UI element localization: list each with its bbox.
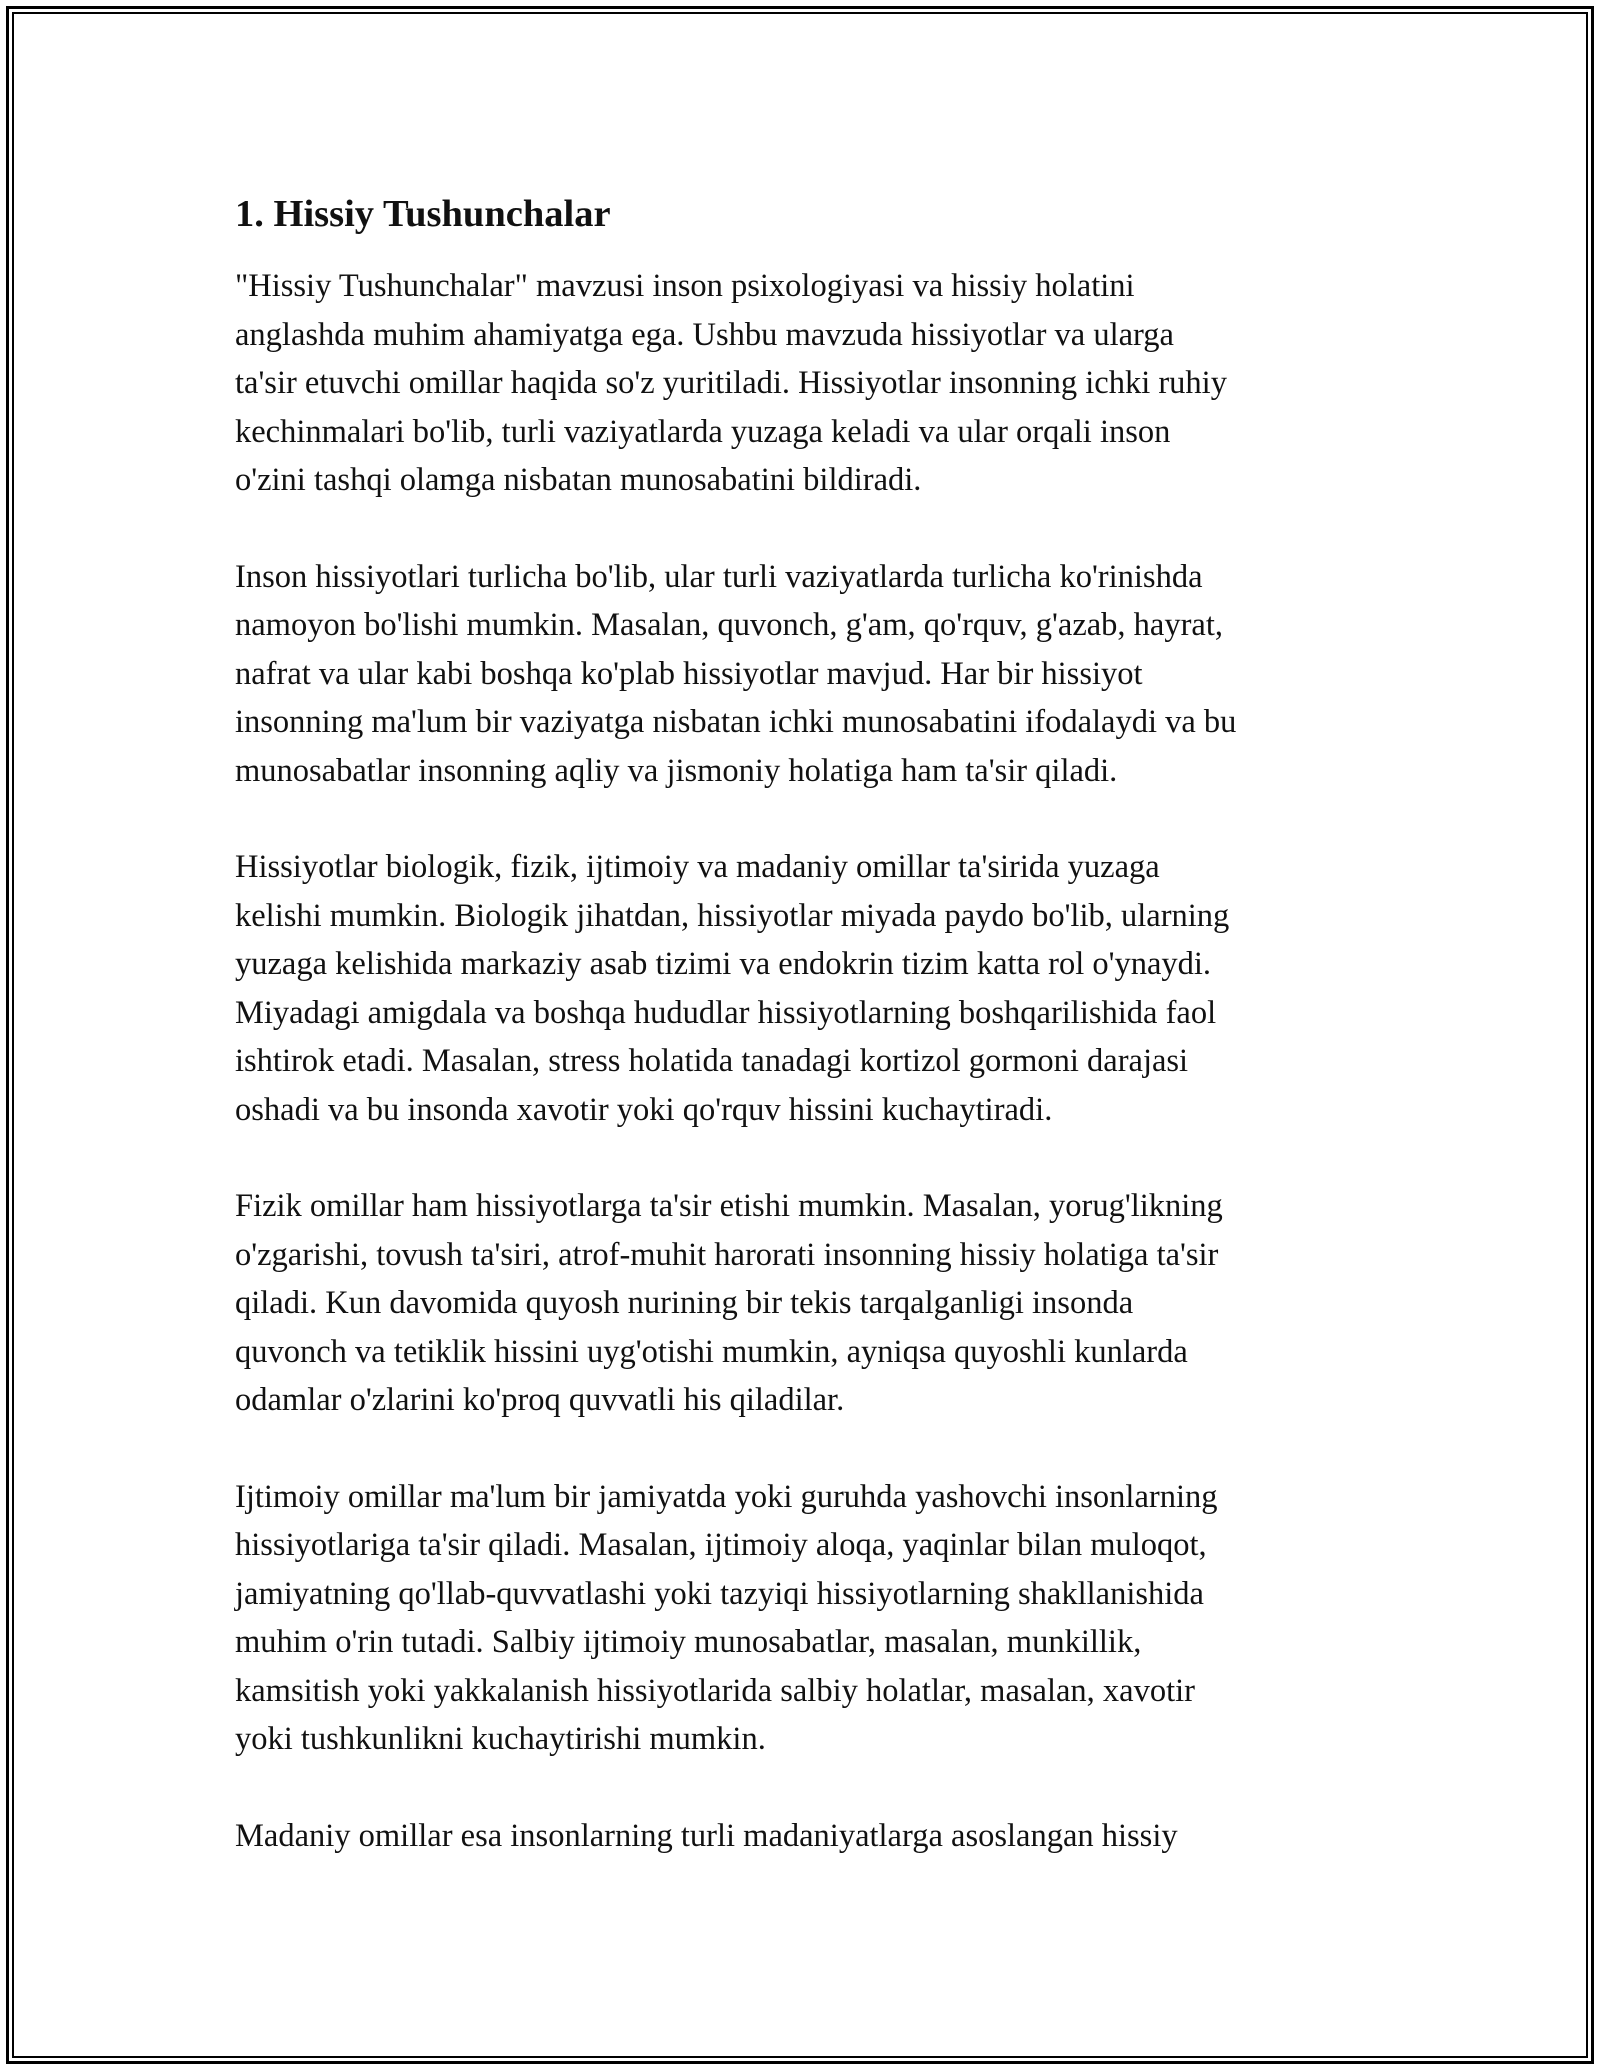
paragraph-5 bbox=[235, 1473, 1375, 1764]
text-line: Fizik omillar ham hissiyotlarga ta'sir etishi mumkin. Masalan, yorug'likning bbox=[235, 1188, 1223, 1224]
text-line: namoyon bo'lishi mumkin. Masalan, quvonch, g'am, qo'rquv, g'azab, hayrat, bbox=[235, 607, 1223, 643]
paragraph-3 bbox=[235, 843, 1375, 1134]
text-line: munosabatlar insonning aqliy va jismoniy holatiga ham ta'sir qiladi. bbox=[235, 752, 1118, 789]
text-line: kamsitish yoki yakkalanish hissiyotlarida salbiy holatlar, masalan, xavotir bbox=[235, 1672, 1195, 1709]
text-line: kechinmalari bo'lib, turli vaziyatlarda yuzaga keladi va ular orqali inson bbox=[235, 413, 1171, 450]
paragraph-6 bbox=[235, 1812, 1375, 1861]
text-line: oshadi va bu insonda xavotir yoki qo'rquv hissini kuchaytiradi. bbox=[235, 1091, 1053, 1128]
text-line: Miyadagi amigdala va boshqa hududlar hissiyotlarning boshqarilishida faol bbox=[235, 994, 1217, 1031]
text-line: yuzaga kelishida markaziy asab tizimi va endokrin tizim katta rol o'ynaydi. bbox=[235, 946, 1212, 982]
text-line: o'zgarishi, tovush ta'siri, atrof-muhit harorati insonning hissiy holatiga ta'sir bbox=[235, 1236, 1219, 1273]
text-line: qiladi. Kun davomida quyosh nurining bir tekis tarqalganligi insonda bbox=[235, 1285, 1134, 1321]
text-line: ishtirok etadi. Masalan, stress holatida tanadagi kortizol gormoni darajasi bbox=[235, 1043, 1189, 1079]
text-line: Madaniy omillar esa insonlarning turli madaniyatlarga asoslangan hissiy bbox=[235, 1817, 1178, 1854]
text-line: muhim o'rin tutadi. Salbiy ijtimoiy munosabatlar, masalan, munkillik, bbox=[235, 1624, 1142, 1660]
text-line: hissiyotlariga ta'sir qiladi. Masalan, ijtimoiy aloqa, yaqinlar bilan muloqot, bbox=[235, 1527, 1207, 1563]
paragraph-4 bbox=[235, 1182, 1375, 1425]
text-line: jamiyatning qo'llab-quvvatlashi yoki tazyiqi hissiyotlarning shakllanishida bbox=[235, 1575, 1204, 1612]
text-line: ta'sir etuvchi omillar haqida so'z yuritiladi. Hissiyotlar insonning ichki ruhiy bbox=[235, 365, 1227, 401]
paragraph-1 bbox=[235, 262, 1375, 505]
text-line: Hissiyotlar biologik, fizik, ijtimoiy va madaniy omillar ta'sirida yuzaga bbox=[235, 849, 1160, 885]
document-body bbox=[235, 188, 1375, 1908]
paragraph-2 bbox=[235, 553, 1375, 796]
section-heading: 1. Hissiy Tushunchalar bbox=[235, 193, 611, 235]
text-line: nafrat va ular kabi boshqa ko'plab hissiyotlar mavjud. Har bir hissiyot bbox=[235, 655, 1143, 692]
text-line: o'zini tashqi olamga nisbatan munosabatini bildiradi. bbox=[235, 462, 922, 498]
text-line: Inson hissiyotlari turlicha bo'lib, ular turli vaziyatlarda turlicha ko'rinishda bbox=[235, 558, 1203, 595]
text-line: anglashda muhim ahamiyatga ega. Ushbu mavzuda hissiyotlar va ularga bbox=[235, 316, 1174, 353]
text-line: yoki tushkunlikni kuchaytirishi mumkin. bbox=[235, 1721, 766, 1757]
text-line: insonning ma'lum bir vaziyatga nisbatan ichki munosabatini ifodalaydi va bu bbox=[235, 704, 1237, 740]
text-line: quvonch va tetiklik hissini uyg'otishi mumkin, ayniqsa quyoshli kunlarda bbox=[235, 1333, 1188, 1370]
text-line: odamlar o'zlarini ko'proq quvvatli his qiladilar. bbox=[235, 1382, 845, 1418]
text-line: "Hissiy Tushunchalar" mavzusi inson psixologiyasi va hissiy holatini bbox=[235, 268, 1135, 304]
text-line: Ijtimoiy omillar ma'lum bir jamiyatda yoki guruhda yashovchi insonlarning bbox=[235, 1478, 1218, 1515]
text-line: kelishi mumkin. Biologik jihatdan, hissiyotlar miyada paydo bo'lib, ularning bbox=[235, 897, 1230, 934]
